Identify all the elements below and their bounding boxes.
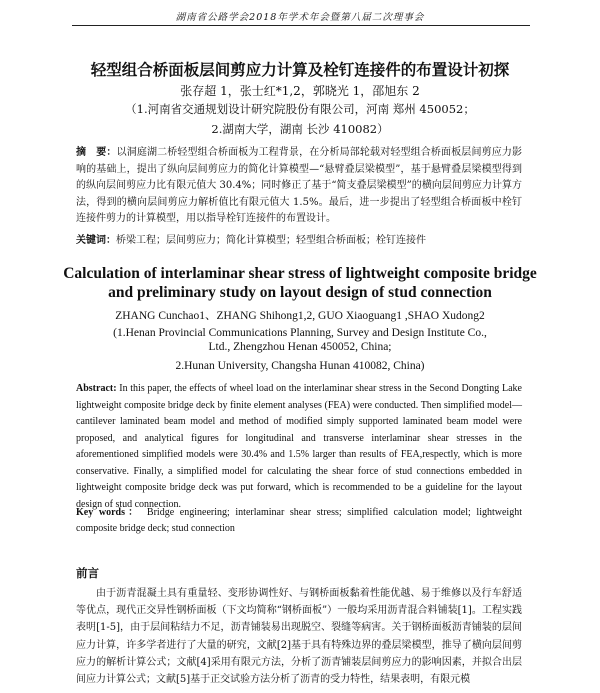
section-heading-introduction: 前言: [76, 566, 99, 580]
english-title: Calculation of interlaminar shear stress of lightweight composite bridge and preliminary study on layout design of stud connection: [63, 265, 537, 301]
chinese-abstract: [76, 145, 522, 228]
introduction-paragraph: 由于沥青混凝土具有重量轻、变形协调性好、与钢桥面板黏着性能优越、易于维修以及行车舒适等优点，现代正交异性钢桥面板（下文均简称“钢桥面板”）一般均采用沥青混合料铺装[1]。工程实践表明[1-5]，由于层间粘结力不足，沥青铺装易出现脱空、裂缝等病害。关于钢桥面板沥青铺装的层间应力计算，许多学者进行了大量的研究，文献[2]基于具有特殊边界的叠层梁模型，推导了横向层间剪应力的解析计算公式；文献[4]采用有限元方法，分析了沥青铺装层间剪应力的影响因素，并拟合出层间应力计算公式；文献[5]基于正交试验方法分析了沥青的受力特性，结果表明，有限元模: [76, 588, 522, 686]
english-authors: ZHANG Cunchao1、ZHANG Shihong1,2, GUO Xiaoguang1 ,SHAO Xudong2: [115, 310, 485, 322]
english-abstract-text: In this paper, the effects of wheel load on the interlaminar shear stress in the Second Dongting Lake lightweight composite bridge deck by finite element analyses (FEA) were conducted. Then simplified model—cantilever laminated beam model and method of modified simply supported laminated beam model were proposed, and analytical figures for longitudinal and transverse interlaminar shear stresses in the aforementioned simplified models were 30.4% and 1.5% larger than results of FEA,respectly, which is more conservative. Finally, a simplified model for calculating the shear force of stud connections embedded in lightweight composite bridge deck was put forward, which is recommended to be a guideline for the layout design of stud connection.: [76, 383, 522, 510]
header-rule: [72, 25, 530, 26]
chinese-authors: 张存超 1，张士红*1,2，郭晓光 1，邵旭东 2: [180, 84, 420, 98]
chinese-keywords-text: 桥梁工程；层间剪应力；简化计算模型；轻型组合桥面板；栓钉连接件: [116, 235, 426, 246]
english-keywords-label: Key words：: [76, 507, 142, 518]
english-abstract: [76, 381, 522, 513]
english-abstract-label: Abstract:: [76, 383, 117, 394]
chinese-affiliation-2: 2.湖南大学，湖南 长沙 410082）: [211, 122, 389, 136]
english-affiliation-1: (1.Henan Provincial Communications Planning, Survey and Design Institute Co., Ltd., Zhengzhou Henan 450052, China;: [113, 327, 487, 353]
chinese-keywords: [76, 231, 522, 246]
chinese-abstract-label: 摘 要：: [76, 147, 117, 158]
chinese-keywords-label: 关键词：: [76, 235, 116, 246]
chinese-abstract-text: 以洞庭湖二桥轻型组合桥面板为工程背景，在分析局部轮载对轻型组合桥面板层间剪应力影响的基础上，提出了纵向层间剪应力的简化计算模型—“悬臂叠层梁模型”，基于悬臂叠层梁模型得到的纵向层间剪应力比有限元值大 30.4%；同时修正了基于“简支叠层梁模型”的横向层间剪应力计算方法，得到的横向层间剪应力解析值比有限元值大 1.5%。最后，进一步提出了轻型组合桥面板中栓钉连接件剪力的计算模型，用以指导栓钉连接件的布置设计。: [76, 147, 523, 224]
chinese-title: 轻型组合桥面板层间剪应力计算及栓钉连接件的布置设计初探: [90, 61, 510, 79]
english-keywords: [76, 505, 522, 537]
chinese-affiliation-1: （1.河南省交通规划设计研究院股份有限公司，河南 郑州 450052；: [125, 102, 475, 116]
english-affiliation-2: 2.Hunan University, Changsha Hunan 410082, China): [175, 360, 425, 372]
running-header: 湖南省公路学会2018年学术年会暨第八届二次理事会: [175, 12, 425, 23]
english-keywords-text: Bridge engineering; interlaminar shear stress; simplified calculation model; lightweight composite bridge deck; stud connection: [76, 507, 522, 534]
